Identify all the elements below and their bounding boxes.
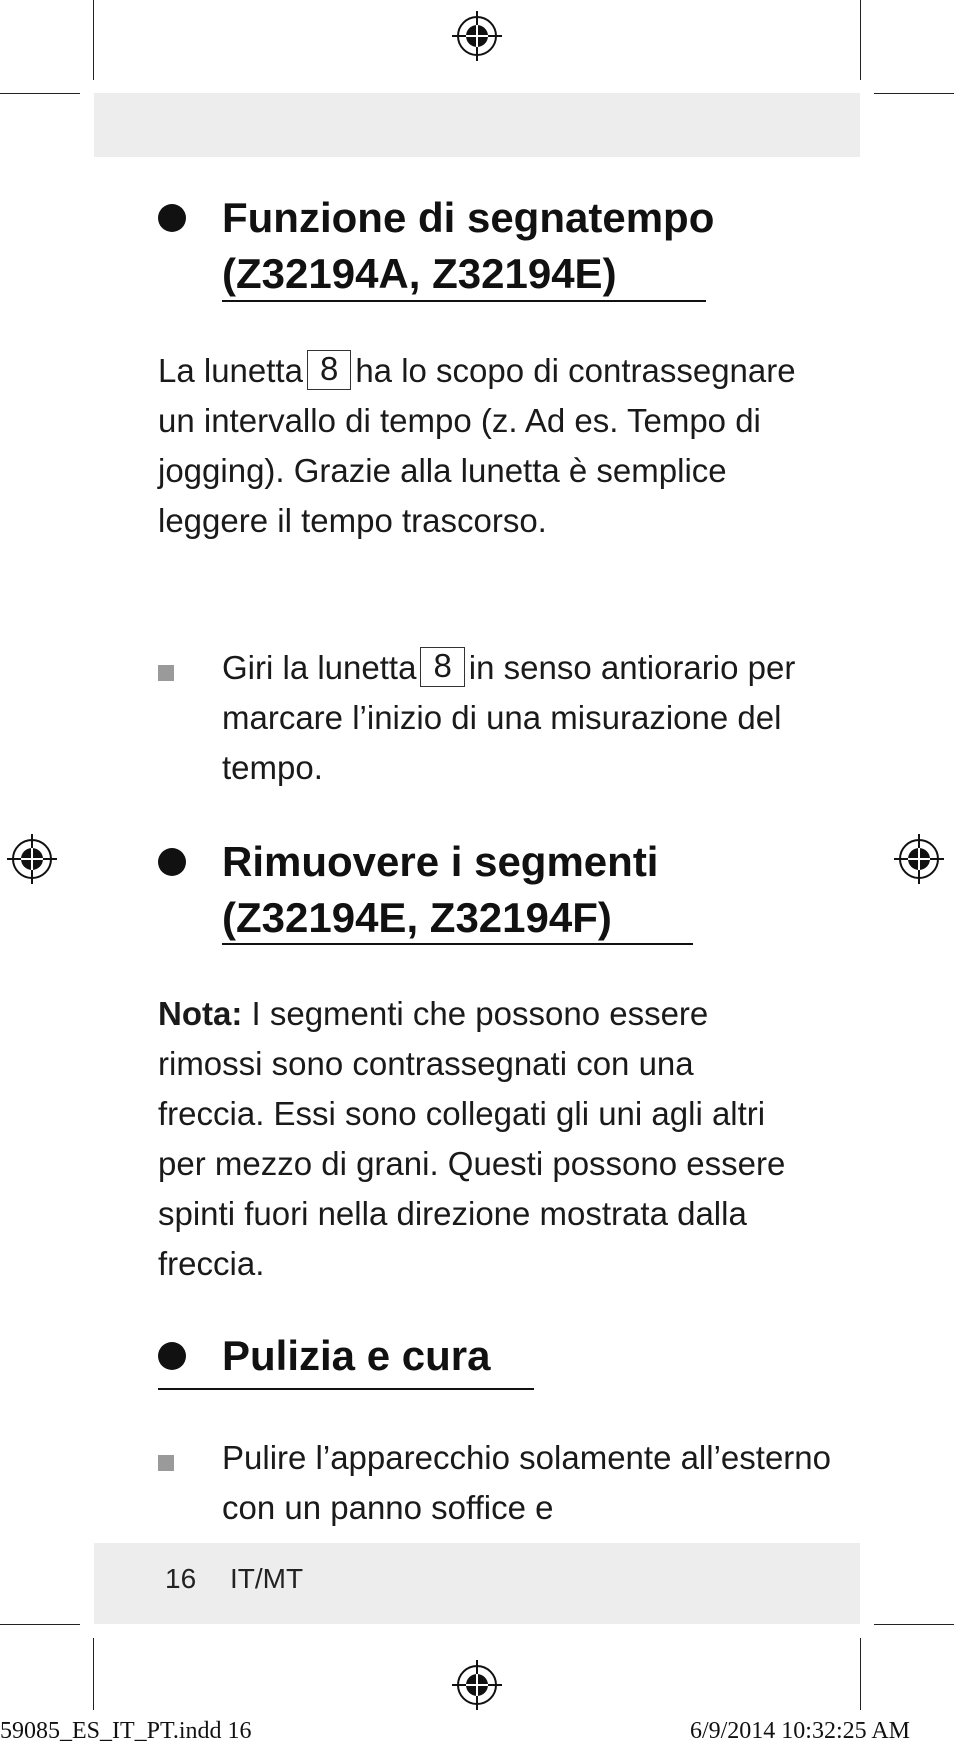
list-bullet-icon — [158, 665, 174, 681]
crop-mark — [0, 93, 80, 94]
registration-mark-icon — [451, 1659, 503, 1711]
heading-line: (Z32194A, Z32194E) — [222, 250, 617, 297]
paragraph-note — [158, 989, 798, 1289]
heading-bullet-icon — [158, 204, 186, 232]
heading-underline — [158, 1388, 534, 1390]
crop-mark — [874, 1624, 954, 1625]
header-band — [94, 93, 860, 157]
text: I segmenti che possono essere rimossi sono contrassegnati con una freccia. Essi sono collegati gli uni agli altri per mezzo di grani. Questi possono essere spinti fuori nella direzione mostrata dalla freccia. — [158, 995, 786, 1282]
heading-bullet-icon — [158, 1342, 186, 1370]
reference-number-box: 8 — [420, 647, 464, 687]
slug-filename: 59085_ES_IT_PT.indd 16 — [0, 1718, 252, 1744]
crop-mark — [860, 0, 861, 80]
registration-mark-icon — [6, 833, 58, 885]
crop-mark — [874, 93, 954, 94]
note-label: Nota: — [158, 995, 243, 1032]
list-item — [222, 1433, 842, 1533]
list-bullet-icon — [158, 1455, 174, 1471]
registration-mark-icon — [451, 10, 503, 62]
slug-timestamp: 6/9/2014 10:32:25 AM — [689, 1718, 910, 1744]
list-item — [222, 643, 842, 793]
crop-mark — [93, 0, 94, 80]
text: in senso antiorario per marcare l’inizio di una misurazione del tempo. — [222, 649, 796, 786]
crop-mark — [93, 1638, 94, 1710]
paragraph-bezel — [158, 346, 798, 546]
heading-line: Pulizia e cura — [222, 1332, 491, 1379]
page-number: 16 — [165, 1563, 197, 1594]
heading-line: (Z32194E, Z32194F) — [222, 894, 612, 941]
heading-bullet-icon — [158, 848, 186, 876]
language-code: IT/MT — [230, 1563, 304, 1594]
text: ha lo scopo di contrassegnare un intervallo di tempo (z. Ad es. Tempo di jogging). Grazie alla lunetta è semplice leggere il tempo trascorso. — [158, 352, 796, 539]
footer-band — [94, 1543, 860, 1624]
text: La lunetta — [158, 352, 303, 389]
heading-underline — [222, 300, 706, 302]
text: Giri la lunetta — [222, 649, 417, 686]
reference-number-box: 8 — [307, 350, 351, 390]
crop-mark — [0, 1624, 80, 1625]
text: Pulire l’apparecchio solamente all’esterno con un panno soffice e — [222, 1439, 832, 1526]
crop-mark — [860, 1638, 861, 1710]
registration-mark-icon — [893, 833, 945, 885]
heading-line: Rimuovere i segmenti — [222, 838, 659, 885]
heading-underline — [222, 943, 693, 945]
heading-line: Funzione di segnatempo — [222, 194, 715, 241]
